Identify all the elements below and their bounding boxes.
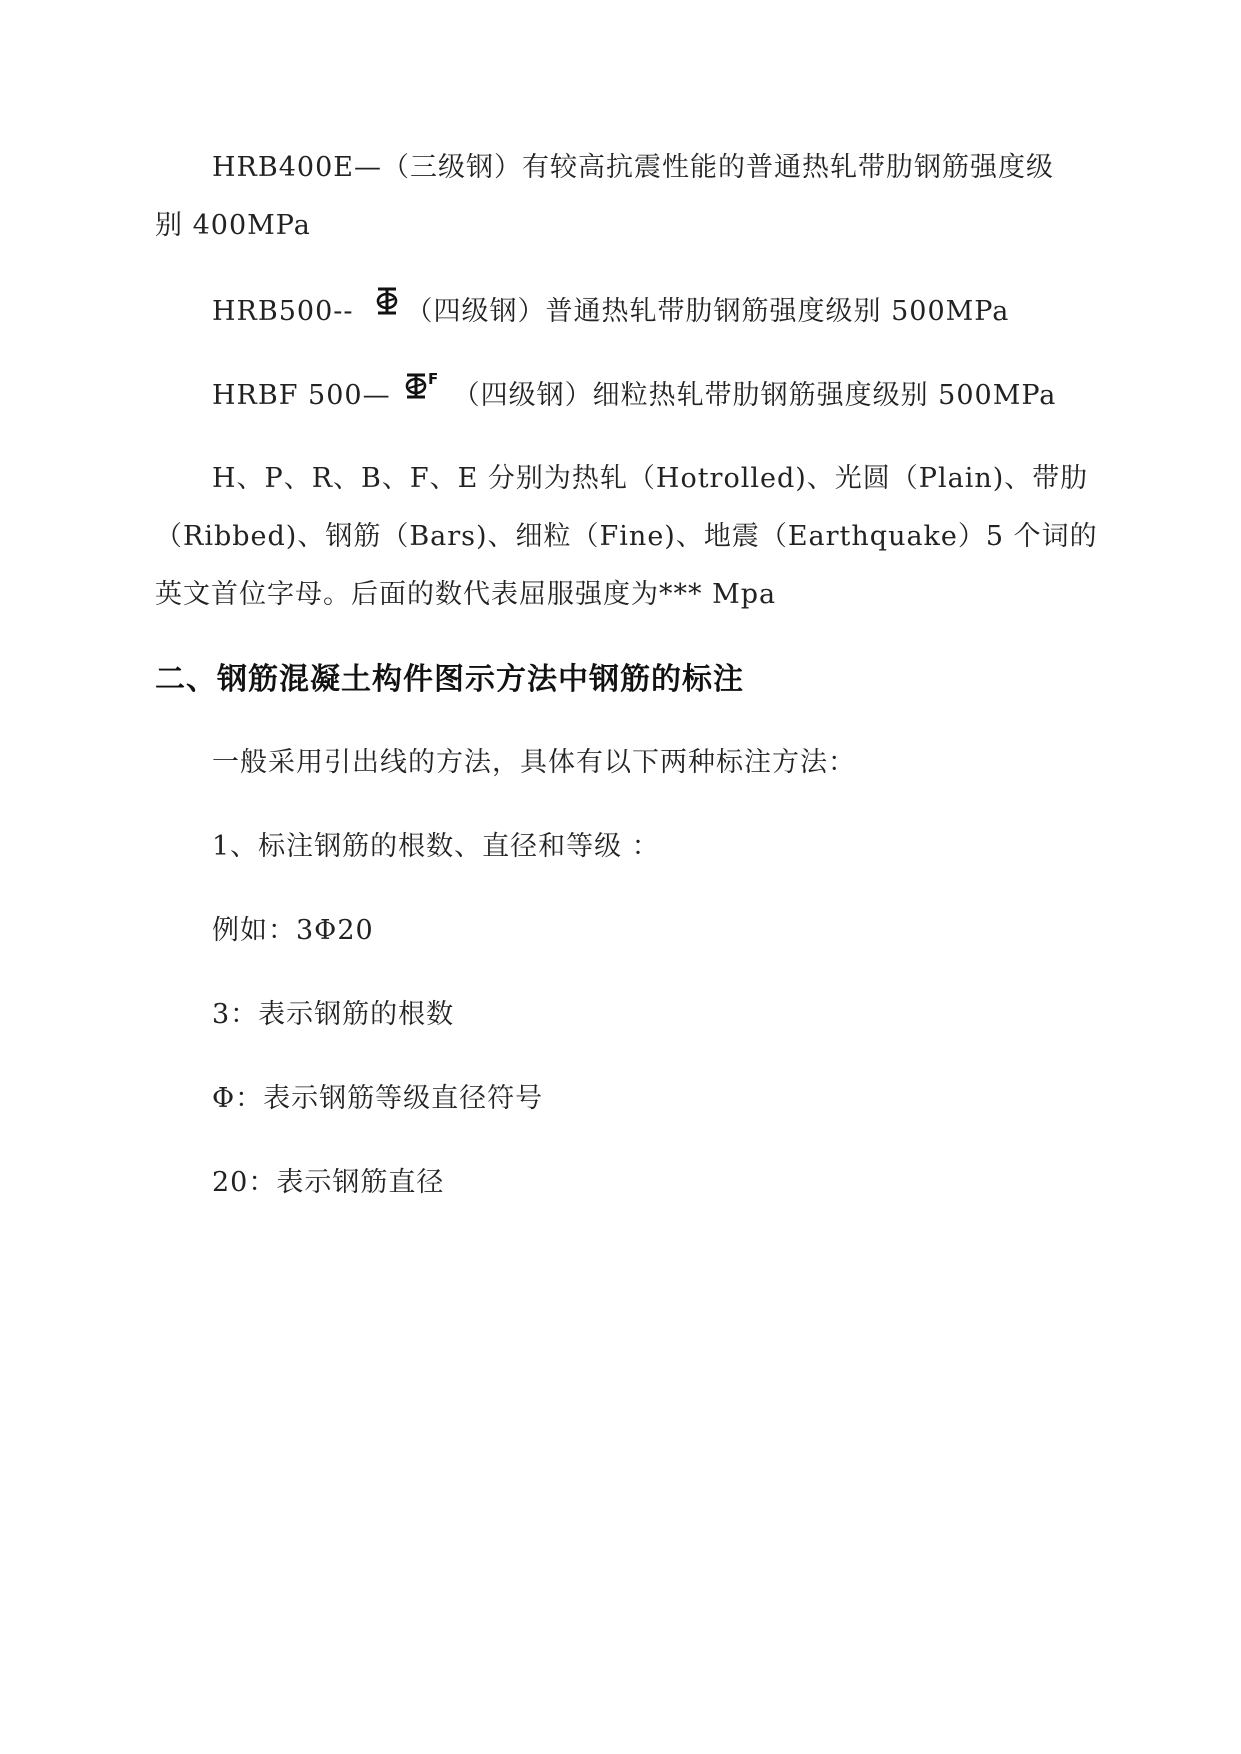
section-heading: 二、钢筋混凝土构件图示方法中钢筋的标注 bbox=[155, 662, 744, 697]
hrb500-prefix: HRB500-- bbox=[212, 296, 354, 327]
rebar-grade-symbol-icon bbox=[374, 286, 400, 326]
example-text: 例如：3Φ20 bbox=[212, 915, 374, 946]
hrbf500-line bbox=[212, 370, 1142, 418]
hrb400e-line-2: 别 400MPa bbox=[155, 210, 311, 241]
hrbf-superscript: F bbox=[427, 370, 439, 388]
hrbf500-prefix: HRBF 500— bbox=[212, 380, 391, 411]
rebar-grade-f-symbol-icon bbox=[405, 370, 447, 410]
definition-count: 3：表示钢筋的根数 bbox=[212, 999, 455, 1030]
list-item-1: 1、标注钢筋的根数、直径和等级 ： bbox=[212, 831, 660, 862]
definition-symbol: Φ：表示钢筋等级直径符号 bbox=[212, 1083, 544, 1114]
hrb400e-line-1: HRB400E—（三级钢）有较高抗震性能的普通热轧带肋钢筋强度级 bbox=[212, 152, 1054, 183]
abbrev-line-2: （Ribbed)、钢筋（Bars)、细粒（Fine)、地震（Earthquake）5 个词的 bbox=[155, 521, 1098, 552]
abbrev-line-3: 英文首位字母。后面的数代表屈服强度为*** Mpa bbox=[155, 579, 777, 610]
abbrev-line-1: H、P、R、B、F、E 分别为热轧（Hotrolled)、光圆（Plain)、带肋 bbox=[212, 463, 1089, 494]
hrbf500-suffix: （四级钢）细粒热轧带肋钢筋强度级别 500MPa bbox=[452, 380, 1057, 411]
hrb500-suffix: （四级钢）普通热轧带肋钢筋强度级别 500MPa bbox=[405, 296, 1010, 327]
section-intro: 一般采用引出线的方法，具体有以下两种标注方法： bbox=[212, 747, 856, 778]
hrb500-line bbox=[212, 294, 1142, 334]
definition-diameter: 20：表示钢筋直径 bbox=[212, 1167, 445, 1198]
